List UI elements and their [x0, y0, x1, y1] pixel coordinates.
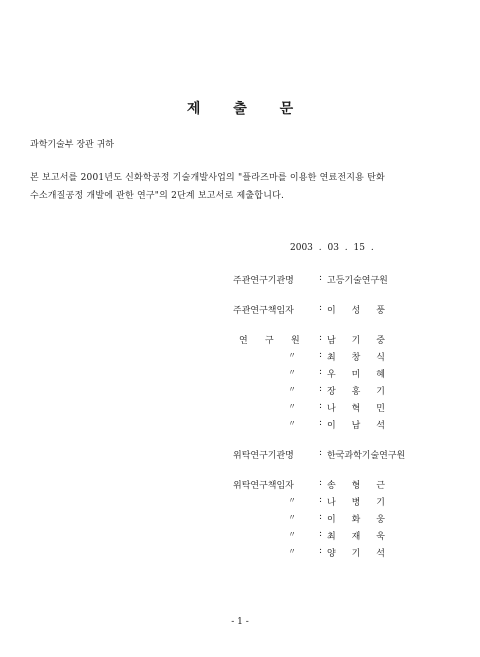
lead-researcher-name: [327, 303, 385, 316]
body-line-2: 수소개질공정 개발에 관한 연구"의 2단계 보고서로 제출합니다.: [30, 191, 285, 201]
colon: :: [319, 333, 323, 343]
name-char: 우: [327, 370, 336, 380]
researcher-name: [327, 401, 385, 414]
name-char: 남: [327, 336, 336, 346]
name-char: 형: [351, 481, 361, 491]
name-char: 기: [351, 549, 361, 559]
name-char: 창: [351, 353, 361, 363]
name-char: 풍: [376, 306, 385, 316]
name-char: 민: [376, 404, 385, 414]
name-char: 이: [327, 515, 336, 525]
colon: :: [319, 350, 323, 360]
colon: :: [319, 495, 323, 505]
host-org-value: 고등기술연구원: [327, 276, 388, 286]
label-char: 연: [239, 336, 248, 346]
name-char: 장: [327, 387, 336, 397]
colon: :: [319, 478, 323, 488]
consign-researcher-name: [327, 495, 385, 508]
host-org-label: 주관연구기관명: [233, 276, 294, 286]
name-char: 혁: [351, 404, 361, 414]
name-char: 웅: [376, 515, 385, 525]
consign-org-label: 위탁연구기관명: [233, 451, 294, 461]
researcher-name: [327, 350, 385, 363]
colon: :: [319, 546, 323, 556]
researcher-name: [327, 418, 385, 431]
colon: :: [319, 512, 323, 522]
name-char: 홍: [351, 387, 361, 397]
ditto-mark: 〃: [288, 547, 296, 556]
colon: :: [319, 418, 323, 428]
name-char: 남: [351, 421, 361, 431]
document-title: 제 출 문: [186, 101, 308, 117]
name-char: 기: [376, 498, 385, 508]
name-char: 욱: [376, 532, 385, 542]
name-char: 병: [351, 498, 361, 508]
name-char: 최: [327, 532, 336, 542]
label-char: 원: [291, 336, 300, 346]
name-char: 혜: [376, 370, 385, 380]
colon: :: [319, 303, 323, 313]
colon: :: [319, 529, 323, 539]
name-char: 석: [376, 549, 385, 559]
colon: :: [319, 273, 323, 283]
name-char: 근: [376, 481, 385, 491]
consign-researcher-name: [327, 512, 385, 525]
name-char: 재: [351, 532, 361, 542]
ditto-mark: 〃: [288, 496, 296, 505]
researcher-name: [327, 367, 385, 380]
ditto-mark: 〃: [288, 513, 296, 522]
consign-researcher-name: [327, 546, 385, 559]
ditto-mark: 〃: [288, 402, 296, 411]
ditto-mark: 〃: [288, 351, 296, 360]
name-char: 식: [376, 353, 385, 363]
label-char: 구: [265, 336, 274, 346]
name-char: 기: [351, 336, 361, 346]
colon: :: [319, 384, 323, 394]
lead-researcher-label: 주관연구책임자: [233, 306, 294, 316]
name-char: 나: [327, 498, 336, 508]
name-char: 송: [327, 481, 336, 491]
name-char: 화: [351, 515, 361, 525]
body-line-1: 본 보고서를 2001년도 신화학공정 기술개발사업의 "플라즈마를 이용한 연료전지용 탄화: [30, 173, 385, 183]
ditto-mark: 〃: [288, 385, 296, 394]
name-char: 이: [327, 421, 336, 431]
submission-date: 2003 . 03 . 15 .: [290, 243, 374, 253]
colon: :: [319, 448, 323, 458]
name-char: 나: [327, 404, 336, 414]
researcher-name: [327, 384, 385, 397]
name-char: 이: [327, 306, 336, 316]
consign-researcher-name: [327, 478, 385, 491]
ditto-mark: 〃: [288, 419, 296, 428]
colon: :: [319, 401, 323, 411]
ditto-mark: 〃: [288, 368, 296, 377]
consign-lead-label: 위탁연구책임자: [233, 481, 294, 491]
ditto-mark: 〃: [288, 530, 296, 539]
colon: :: [319, 367, 323, 377]
name-char: 중: [376, 336, 385, 346]
consign-researcher-name: [327, 529, 385, 542]
name-char: 성: [351, 306, 361, 316]
consign-org-value: 한국과학기술연구원: [327, 451, 406, 461]
name-char: 미: [351, 370, 361, 380]
name-char: 양: [327, 549, 336, 559]
name-char: 최: [327, 353, 336, 363]
page-number: - 1 -: [231, 617, 249, 627]
researcher-name: [327, 333, 385, 346]
name-char: 기: [376, 387, 385, 397]
recipient-line: 과학기술부 장관 귀하: [30, 140, 114, 150]
name-char: 석: [376, 421, 385, 431]
